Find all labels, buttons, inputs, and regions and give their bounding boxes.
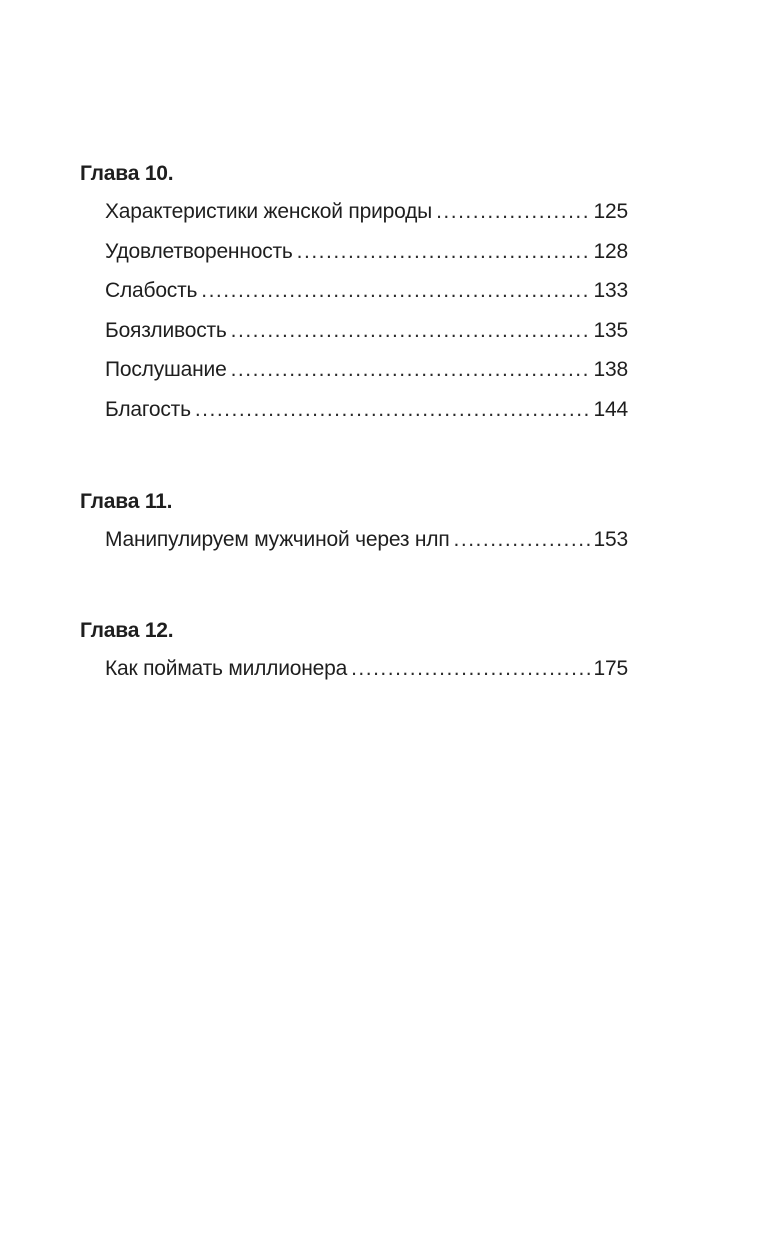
toc-entry[interactable] xyxy=(105,655,628,695)
toc-entry[interactable] xyxy=(105,526,628,566)
toc-entry[interactable] xyxy=(105,317,628,357)
toc-entry-page: 138 xyxy=(593,358,628,382)
toc-entry-label: Благость xyxy=(105,397,191,421)
table-of-contents xyxy=(80,160,628,747)
chapter-title: Глава 11. xyxy=(80,489,173,513)
toc-entry-page: 135 xyxy=(593,318,628,342)
toc-entry-label: Удовлетворенность xyxy=(105,239,293,263)
toc-entry[interactable] xyxy=(105,356,628,396)
dot-leader xyxy=(231,317,590,345)
chapter-entries xyxy=(80,198,628,436)
dot-leader xyxy=(297,238,590,266)
toc-entry-page: 133 xyxy=(593,279,628,303)
toc-entry-label: Как поймать миллионера xyxy=(105,657,348,681)
toc-entry-label: Слабость xyxy=(105,279,198,303)
dot-leader xyxy=(195,396,590,424)
toc-entry-label: Манипулируем мужчиной через нлп xyxy=(105,527,450,551)
chapter-12 xyxy=(80,617,628,695)
toc-entry[interactable] xyxy=(105,198,628,238)
dot-leader xyxy=(454,526,590,554)
toc-entry-label: Послушание xyxy=(105,358,227,382)
dot-leader xyxy=(436,198,589,226)
dot-leader xyxy=(201,277,589,305)
dot-leader xyxy=(351,655,589,683)
dot-leader xyxy=(231,356,590,384)
toc-entry[interactable] xyxy=(105,238,628,278)
chapter-entries xyxy=(80,526,628,566)
toc-entry-page: 128 xyxy=(593,239,628,263)
chapter-entries xyxy=(80,655,628,695)
toc-entry-page: 125 xyxy=(593,200,628,223)
chapter-10 xyxy=(80,160,628,436)
toc-entry-label: Боязливость xyxy=(105,318,227,342)
toc-entry[interactable] xyxy=(105,277,628,317)
toc-entry[interactable] xyxy=(105,396,628,436)
toc-entry-page: 153 xyxy=(593,527,628,551)
toc-entry-page: 175 xyxy=(593,657,628,681)
chapter-11 xyxy=(80,488,628,566)
chapter-title: Глава 12. xyxy=(80,619,174,643)
toc-entry-page: 144 xyxy=(593,397,628,421)
toc-entry-label: Характеристики женской природы xyxy=(105,200,433,223)
chapter-title: Глава 10. xyxy=(80,162,174,185)
